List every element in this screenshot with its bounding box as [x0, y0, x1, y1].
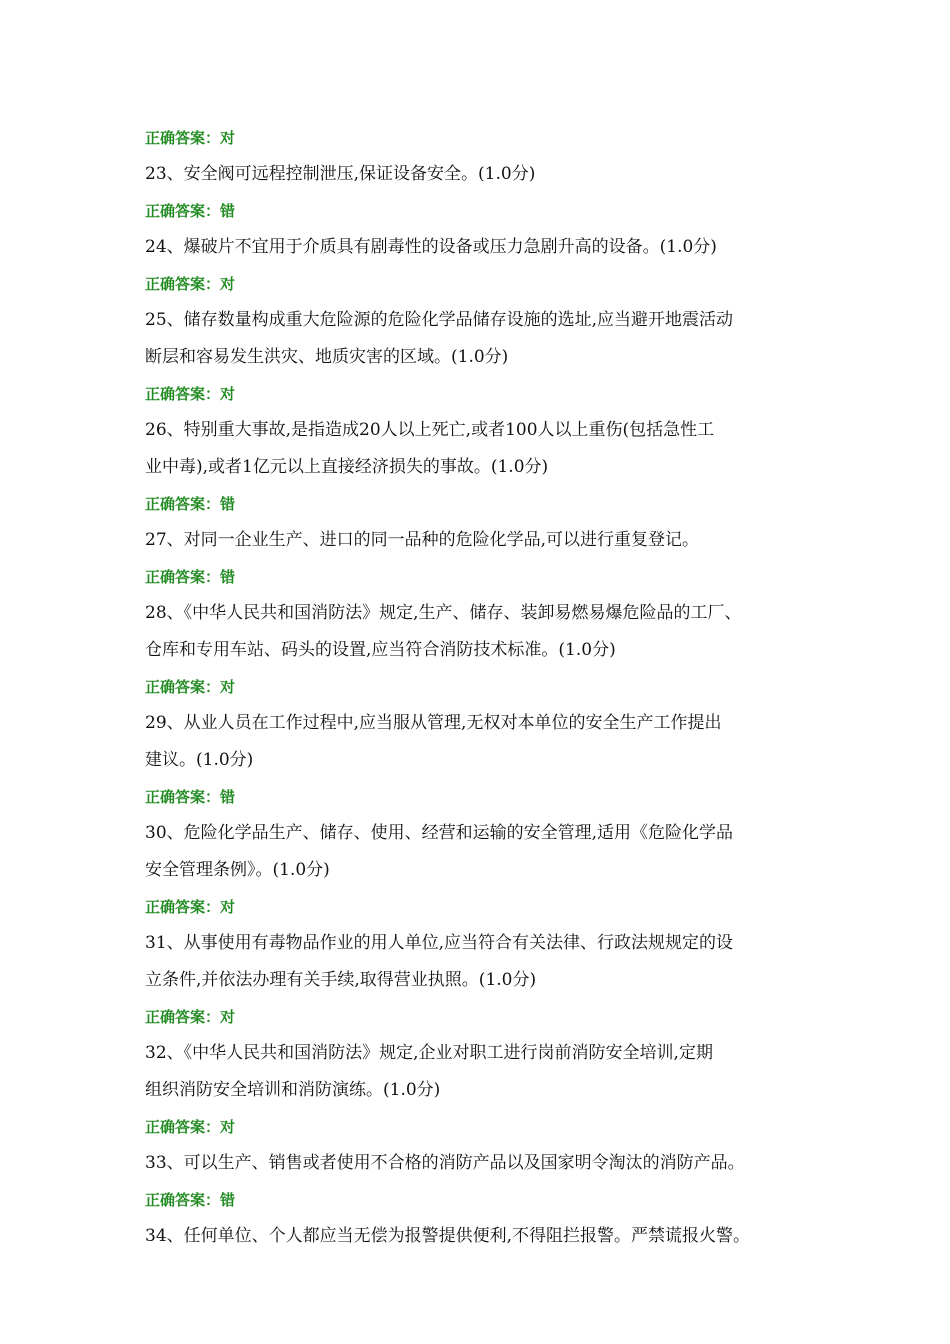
question-item: [145, 302, 825, 376]
question-text-line: 仓库和专用车站、码头的设置,应当符合消防技术标准。(1.0分): [145, 640, 616, 660]
question-text-line: 27、对同一企业生产、进口的同一品种的危险化学品,可以进行重复登记。: [145, 530, 700, 550]
question-text-line: 33、可以生产、销售或者使用不合格的消防产品以及国家明令淘汰的消防产品。: [145, 1153, 745, 1173]
question-text-line: 组织消防安全培训和消防演练。(1.0分): [145, 1080, 441, 1100]
question-text-line: 32、《中华人民共和国消防法》规定,企业对职工进行岗前消防安全培训,定期: [145, 1043, 713, 1063]
correct-answer: 正确答案：错: [145, 1191, 236, 1209]
question-text-line: 建议。(1.0分): [145, 750, 254, 770]
question-item: [145, 412, 825, 486]
question-text-line: 业中毒),或者1亿元以上直接经济损失的事故。(1.0分): [145, 457, 549, 477]
question-text-line: 25、储存数量构成重大危险源的危险化学品储存设施的选址,应当避开地震活动: [145, 310, 734, 330]
question-item: [145, 595, 825, 669]
question-text-line: 安全管理条例》。(1.0分): [145, 860, 330, 880]
question-item: [145, 1145, 825, 1182]
correct-answer: 正确答案：对: [145, 678, 236, 696]
question-text-line: 29、从业人员在工作过程中,应当服从管理,无权对本单位的安全生产工作提出: [145, 713, 722, 733]
question-item: [145, 815, 825, 889]
question-item: [145, 1218, 825, 1255]
question-item: [145, 705, 825, 779]
question-text-line: 34、任何单位、个人都应当无偿为报警提供便利,不得阻拦报警。严禁谎报火警。: [145, 1226, 751, 1246]
correct-answer: 正确答案：对: [145, 1118, 236, 1136]
question-item: [145, 229, 825, 266]
question-item: [145, 156, 825, 193]
correct-answer: 正确答案：错: [145, 788, 236, 806]
question-text-line: 31、从事使用有毒物品作业的用人单位,应当符合有关法律、行政法规规定的设: [145, 933, 734, 953]
correct-answer: 正确答案：错: [145, 495, 236, 513]
question-text-line: 断层和容易发生洪灾、地质灾害的区域。(1.0分): [145, 347, 509, 367]
question-text-line: 28、《中华人民共和国消防法》规定,生产、储存、装卸易燃易爆危险品的工厂、: [145, 603, 742, 623]
question-text-line: 立条件,并依法办理有关手续,取得营业执照。(1.0分): [145, 970, 537, 990]
question-text-line: 26、特别重大事故,是指造成20人以上死亡,或者100人以上重伤(包括急性工: [145, 420, 715, 440]
question-list: [145, 123, 825, 1258]
correct-answer: 正确答案：错: [145, 202, 236, 220]
question-text-line: 30、危险化学品生产、储存、使用、经营和运输的安全管理,适用《危险化学品: [145, 823, 734, 843]
correct-answer: 正确答案：对: [145, 1008, 236, 1026]
question-text-line: 24、爆破片不宜用于介质具有剧毒性的设备或压力急剧升高的设备。(1.0分): [145, 237, 717, 257]
correct-answer: 正确答案：对: [145, 898, 236, 916]
question-text-line: 23、安全阀可远程控制泄压,保证设备安全。(1.0分): [145, 164, 536, 184]
correct-answer: 正确答案：对: [145, 275, 236, 293]
question-item: [145, 925, 825, 999]
correct-answer: 正确答案：对: [145, 129, 236, 147]
correct-answer: 正确答案：对: [145, 385, 236, 403]
question-item: [145, 1035, 825, 1109]
question-item: [145, 522, 825, 559]
correct-answer: 正确答案：错: [145, 568, 236, 586]
